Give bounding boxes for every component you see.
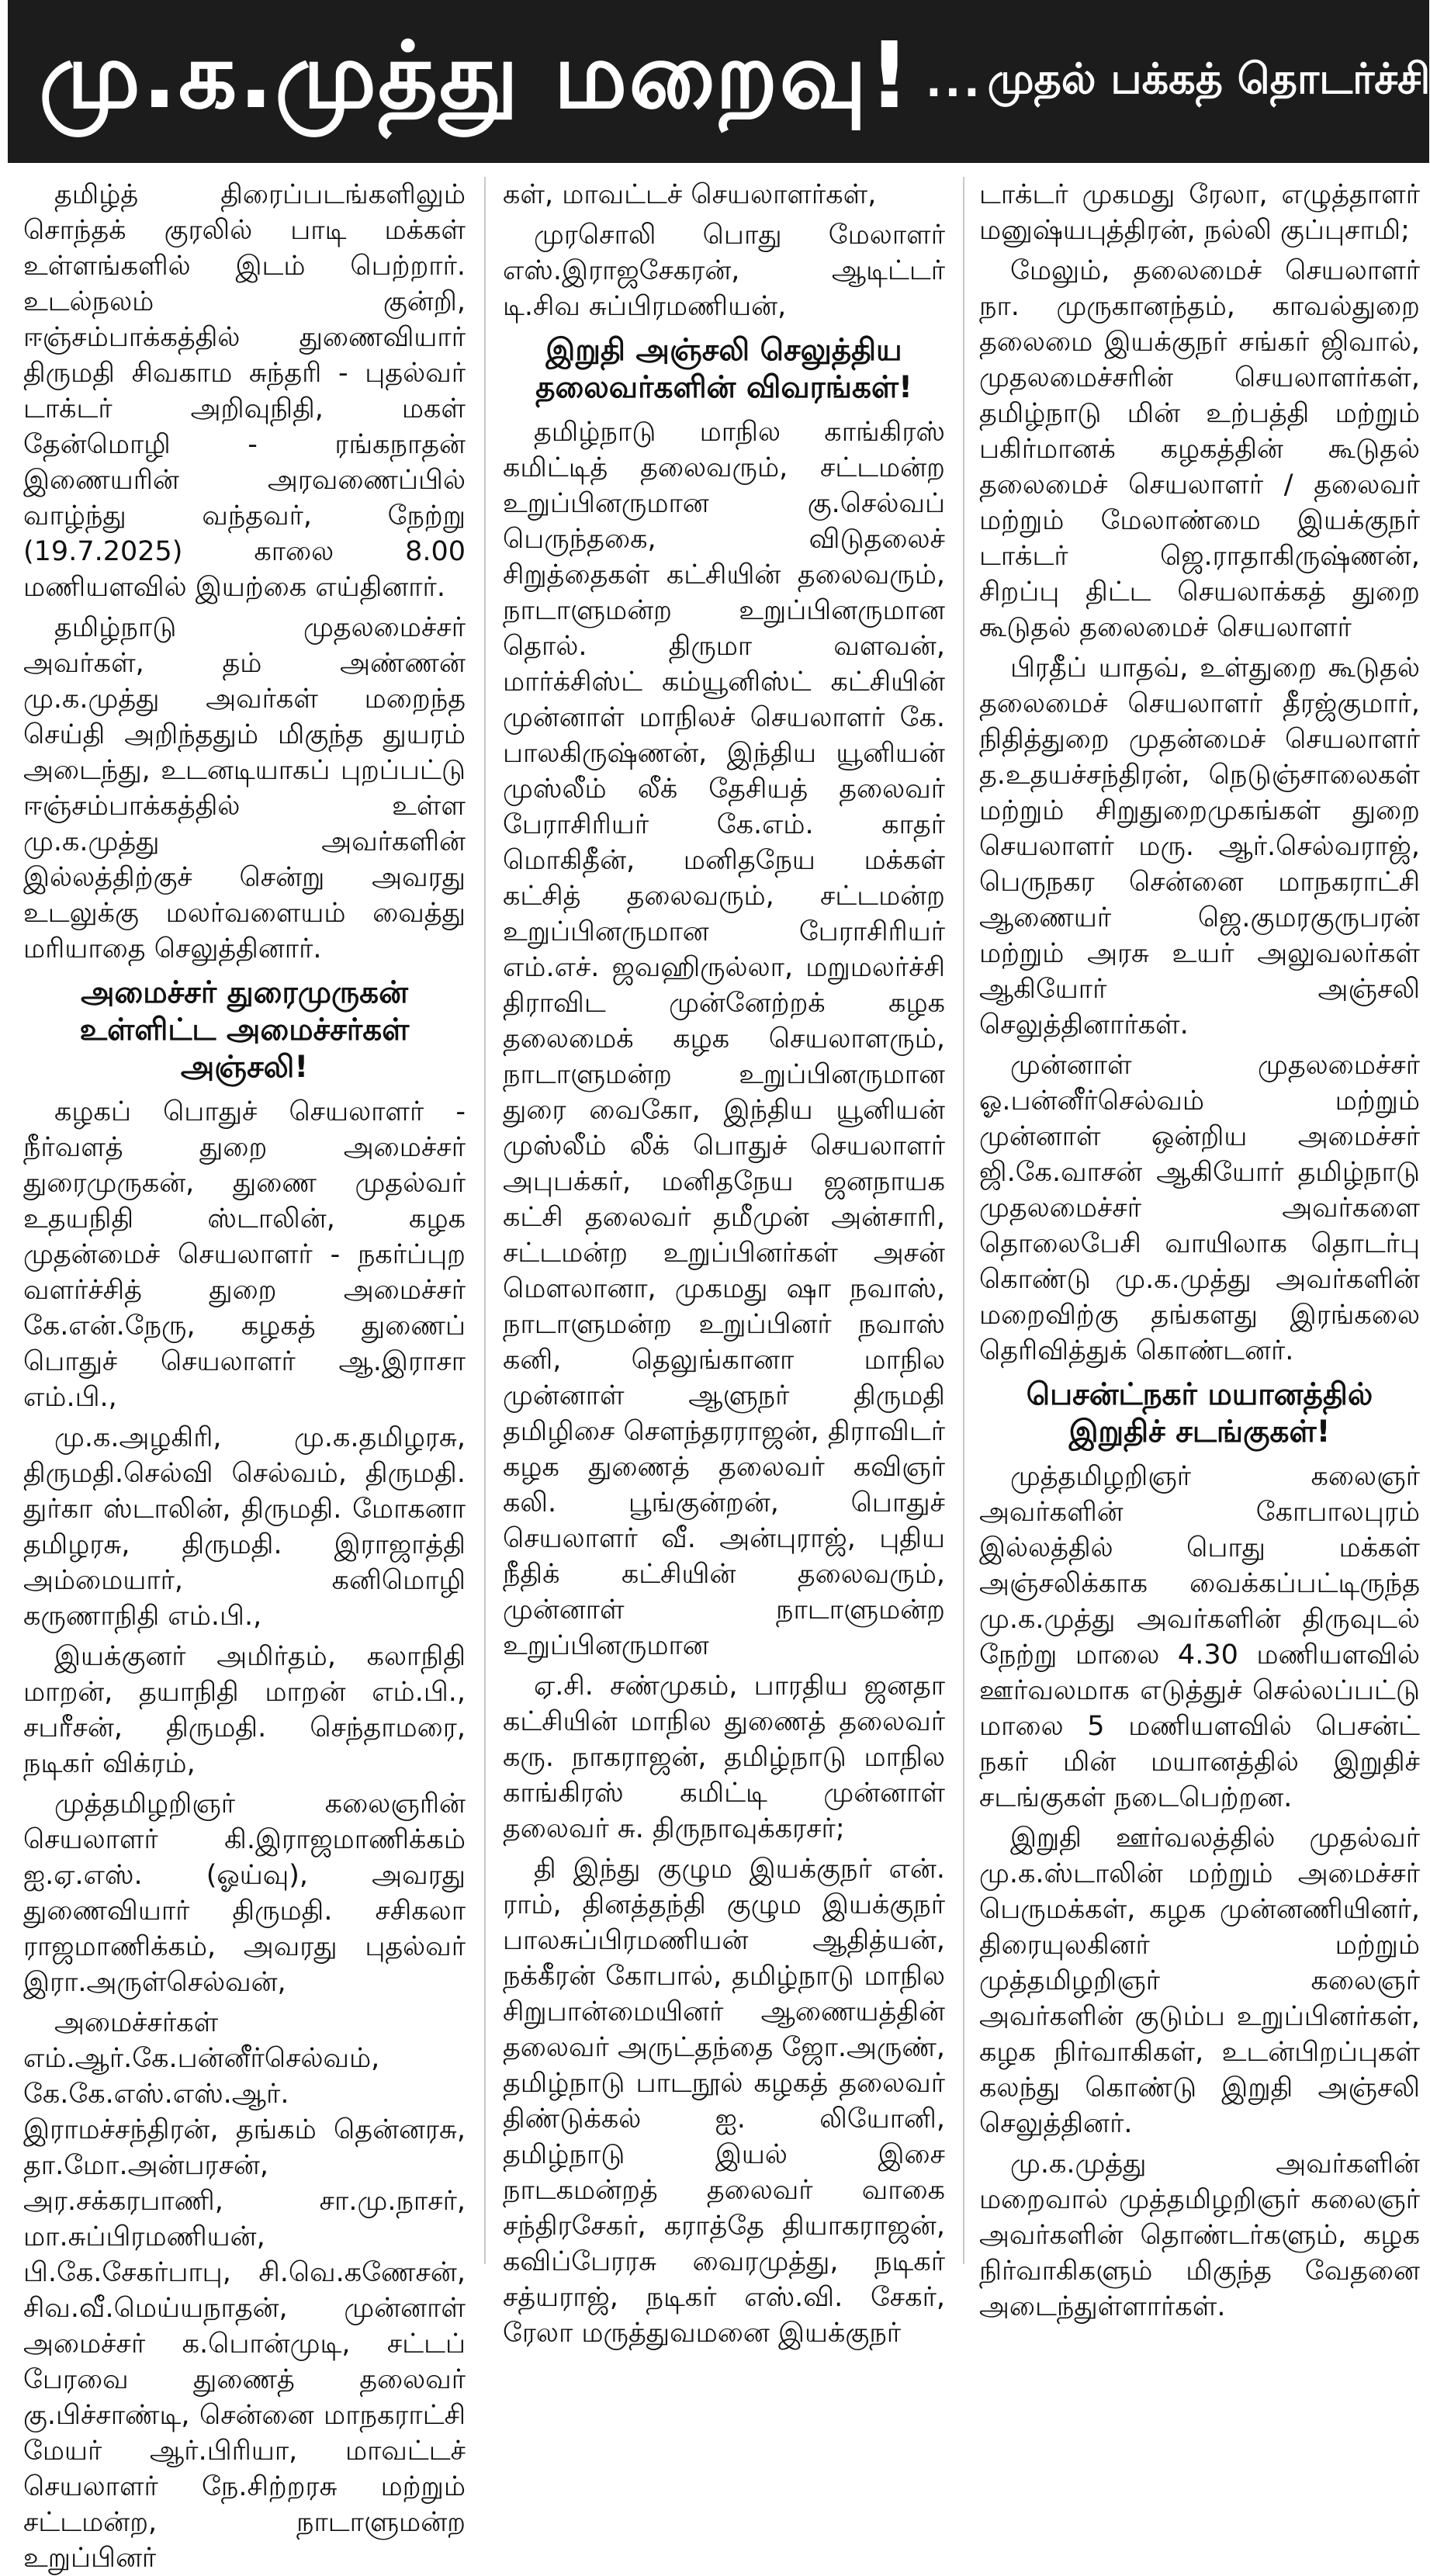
paragraph: முன்னாள் முதலமைச்சர் ஓ.பன்னீர்செல்வம் மற்றும் முன்னாள் ஒன்றிய அமைச்சர் ஜி.கே.வாசன் ஆகியோர் தமிழ்நாடு முதலமைச்சர் அவர்களை தொலைபேசி வாயிலாக தொடர்பு கொண்டு மு.க.முத்து அவர்களின் மறைவிற்கு தங்களது இரங்கலை தெரிவித்துக் கொண்டனர். [979, 1050, 1420, 1366]
paragraph: தமிழ்நாடு முதலமைச்சர் அவர்கள், தம் அண்ணன் மு.க.முத்து அவர்கள் மறைந்த செய்தி அறிந்ததும் மிகுந்த துயரம் அடைந்து, உடனடியாகப் புறப்பட்டு ஈஞ்சம்பாக்கத்தில் உள்ள மு.க.முத்து அவர்களின் இல்லத்திற்குச் சென்று அவரது உடலுக்கு மலர்வளையம் வைத்து மரியாதை செலுத்தினார். [23, 612, 466, 964]
column-1 [23, 177, 466, 2574]
continued-from-front-page: முதல் பக்கத் தொடர்ச்சி [987, 54, 1430, 103]
article-body [23, 177, 1420, 2574]
paragraph: கள், மாவட்டச் செயலாளர்கள், [503, 179, 877, 210]
subheading: இறுதி அஞ்சலி செலுத்திய தலைவர்களின் விவரங்கள்! [535, 333, 912, 405]
column-3 [979, 177, 1420, 2322]
masthead-banner [8, 0, 1429, 163]
paragraph: தமிழ்த் திரைப்படங்களிலும் சொந்தக் குரலில் பாடி மக்கள் உள்ளங்களில் இடம் பெற்றார். உடல்நலம் குன்றி, ஈஞ்சம்பாக்கத்தில் துணைவியார் திருமதி சிவகாம சுந்தரி - புதல்வர் டாக்டர் அறிவுநிதி, மகள் தேன்மொழி - ரங்கநாதன் இணையரின் அரவணைப்பில் வாழ்ந்து வந்தவர், நேற்று (19.7.2025) காலை 8.00 மணியளவில் இயற்கை எய்தினார். [23, 179, 466, 603]
paragraph: இயக்குனர் அமிர்தம், கலாநிதி மாறன், தயாநிதி மாறன் எம்.பி., சபரீசன், திருமதி. செந்தாமரை, நடிகர் விக்ரம், [23, 1641, 466, 1779]
headline: மு.க.முத்து மறைவு! [39, 22, 912, 129]
subheading: பெசன்ட்நகர் மயானத்தில் இறுதிச் சடங்குகள்! [1026, 1377, 1373, 1449]
paragraph: பிரதீப் யாதவ், உள்துறை கூடுதல் தலைமைச் செயலாளர் தீரஜ்குமார், நிதித்துறை முதன்மைச் செயலாளர் த.உதயச்சந்திரன், நெடுஞ்சாலைகள் மற்றும் சிறுதுறைமுகங்கள் துறை செயலாளர் மரு. ஆர்.செல்வராஜ், பெருநகர சென்னை மாநகராட்சி ஆணையர் ஜெ.குமரகுருபரன் மற்றும் அரசு உயர் அலுவலர்கள் ஆகியோர் அஞ்சலி செலுத்தினார்கள். [979, 653, 1420, 1040]
paragraph: அமைச்சர்கள் எம்.ஆர்.கே.பன்னீர்செல்வம், கே.கே.எஸ்.எஸ்.ஆர். இராமச்சந்திரன், தங்கம் தென்னரசு, தா.மோ.அன்பரசன், அர.சக்கரபாணி, சா.மு.நாசர், மா.சுப்பிரமணியன், பி.கே.சேகர்பாபு, சி.வெ.கணேசன், சிவ.வீ.மெய்யநாதன், முன்னாள் அமைச்சர் க.பொன்முடி, சட்டப் பேரவை துணைத் தலைவர் கு.பிச்சாண்டி, சென்னை மாநகராட்சி மேயர் ஆர்.பிரியா, மாவட்டச் செயலாளர் நே.சிற்றரசு மற்றும் சட்டமன்ற, நாடாளுமன்ற உறுப்பினர் [23, 2007, 466, 2574]
paragraph: முத்தமிழறிஞர் கலைஞரின் செயலாளர் கி.இராஜமாணிக்கம் ஐ.ஏ.எஸ். (ஓய்வு), அவரது துணைவியார் திருமதி. சசிகலா ராஜமாணிக்கம், அவரது புதல்வர் இரா.அருள்செல்வன், [23, 1788, 466, 1998]
paragraph: முத்தமிழறிஞர் கலைஞர் அவர்களின் கோபாலபுரம் இல்லத்தில் பொது மக்கள் அஞ்சலிக்காக வைக்கப்பட்டிருந்த மு.க.முத்து அவர்களின் திருவுடல் நேற்று மாலை 4.30 மணியளவில் ஊர்வலமாக எடுத்துச் செல்லப்பட்டு மாலை 5 மணியளவில் பெசன்ட் நகர் மின் மயானத்தில் இறுதிச் சடங்குகள் நடைபெற்றன. [979, 1461, 1420, 1813]
paragraph: கழகப் பொதுச் செயலாளர் - நீர்வளத் துறை அமைச்சர் துரைமுருகன், துணை முதல்வர் உதயநிதி ஸ்டாலின், கழக முதன்மைச் செயலாளர் - நகர்ப்புற வளர்ச்சித் துறை அமைச்சர் கே.என்.நேரு, கழகத் துணைப் பொதுச் செயலாளர் ஆ.இராசா எம்.பி., [23, 1096, 466, 1413]
paragraph: தமிழ்நாடு மாநில காங்கிரஸ் கமிட்டித் தலைவரும், சட்டமன்ற உறுப்பினருமான கு.செல்வப் பெருந்தகை, விடுதலைச் சிறுத்தைகள் கட்சியின் தலைவரும், நாடாளுமன்ற உறுப்பினருமான தொல். திருமா வளவன், மார்க்சிஸ்ட் கம்யூனிஸ்ட் கட்சியின் முன்னாள் மாநிலச் செயலாளர் கே. பாலகிருஷ்ணன், இந்திய யூனியன் முஸ்லீம் லீக் தேசியத் தலைவர் பேராசிரியர் கே.எம். காதர் மொகிதீன், மனிதநேய மக்கள் கட்சித் தலைவரும், சட்டமன்ற உறுப்பினருமான பேராசிரியர் எம்.எச். ஜவஹிருல்லா, மறுமலர்ச்சி திராவிட முன்னேற்றக் கழக தலைமைக் கழக செயலாளரும், நாடாளுமன்ற உறுப்பினருமான துரை வைகோ, இந்திய யூனியன் முஸ்லீம் லீக் பொதுச் செயலாளர் அபுபக்கர், மனிதநேய ஜனநாயக கட்சி தலைவர் தமீமுன் அன்சாரி, சட்டமன்ற உறுப்பினர்கள் அசன் மௌலானா, முகமது ஷா நவாஸ், நாடாளுமன்ற உறுப்பினர் நவாஸ் கனி, தெலுங்கானா மாநில முன்னாள் ஆளுநர் திருமதி தமிழிசை சௌந்தரராஜன், திராவிடர் கழக துணைத் தலைவர் கவிஞர் கலி. பூங்குன்றன், பொதுச் செயலாளர் வீ. அன்புராஜ், புதிய நீதிக் கட்சியின் தலைவரும், முன்னாள் நாடாளுமன்ற உறுப்பினருமான [503, 417, 945, 1661]
paragraph: இறுதி ஊர்வலத்தில் முதல்வர் மு.க.ஸ்டாலின் மற்றும் அமைச்சர் பெருமக்கள், கழக முன்னணியினர், திரையுலகினர் மற்றும் முத்தமிழறிஞர் கலைஞர் அவர்களின் குடும்ப உறுப்பினர்கள், கழக நிர்வாகிகள், உடன்பிறப்புகள் கலந்து கொண்டு இறுதி அஞ்சலி செலுத்தினர். [979, 1823, 1420, 2139]
column-2 [503, 177, 945, 2349]
ellipsis-dots: ... [926, 57, 983, 106]
paragraph: மேலும், தலைமைச் செயலாளர் நா. முருகானந்தம், காவல்துறை தலைமை இயக்குநர் சங்கர் ஜிவால், முதலமைச்சரின் செயலாளர்கள், தமிழ்நாடு மின் உற்பத்தி மற்றும் பகிர்மானக் கழகத்தின் கூடுதல் தலைமைச் செயலாளர் / தலைவர் மற்றும் மேலாண்மை இயக்குநர் டாக்டர் ஜெ.ராதாகிருஷ்ணன், சிறப்பு திட்ட செயலாக்கத் துறை கூடுதல் தலைமைச் செயலாளர் [979, 255, 1420, 643]
paragraph: தி இந்து குழும இயக்குநர் என். ராம், தினத்தந்தி குழும இயக்குநர் பாலசுப்பிரமணியன் ஆதித்யன், நக்கீரன் கோபால், தமிழ்நாடு மாநில சிறுபான்மையினர் ஆணையத்தின் தலைவர் அருட்தந்தை ஜோ.அருண், தமிழ்நாடு பாடநூல் கழகத் தலைவர் திண்டுக்கல் ஐ. லியோனி, தமிழ்நாடு இயல் இசை நாடகமன்றத் தலைவர் வாகை சந்திரசேகர், கராத்தே தியாகராஜன், கவிப்பேரரசு வைரமுத்து, நடிகர் சத்யராஜ், நடிகர் எஸ்.வி. சேகர், ரேலா மருத்துவமனை இயக்குநர் [503, 1854, 945, 2349]
subheading: அமைச்சர் துரைமுருகன் உள்ளிட்ட அமைச்சர்கள் அஞ்சலி! [79, 975, 410, 1085]
paragraph: மு.க.அழகிரி, மு.க.தமிழரசு, திருமதி.செல்வி செல்வம், திருமதி. துர்கா ஸ்டாலின், திருமதி. மோகனா தமிழரசு, திருமதி. இராஜாத்தி அம்மையார், கனிமொழி கருணாநிதி எம்.பி., [23, 1422, 466, 1632]
paragraph: ஏ.சி. சண்முகம், பாரதிய ஜனதா கட்சியின் மாநில துணைத் தலைவர் கரு. நாகராஜன், தமிழ்நாடு மாநில காங்கிரஸ் கமிட்டி முன்னாள் தலைவர் சு. திருநாவுக்கரசர்; [503, 1671, 945, 1844]
paragraph: மு.க.முத்து அவர்களின் மறைவால் முத்தமிழறிஞர் கலைஞர் அவர்களின் தொண்டர்களும், கழக நிர்வாகிகளும் மிகுந்த வேதனை அடைந்துள்ளார்கள். [979, 2148, 1420, 2322]
paragraph: டாக்டர் முகமது ரேலா, எழுத்தாளர் மனுஷ்யபுத்திரன், நல்லி குப்புசாமி; [979, 179, 1420, 246]
paragraph: முரசொலி பொது மேலாளர் எஸ்.இராஜசேகரன், ஆடிட்டர் டி.சிவ சுப்பிரமணியன், [503, 220, 945, 322]
